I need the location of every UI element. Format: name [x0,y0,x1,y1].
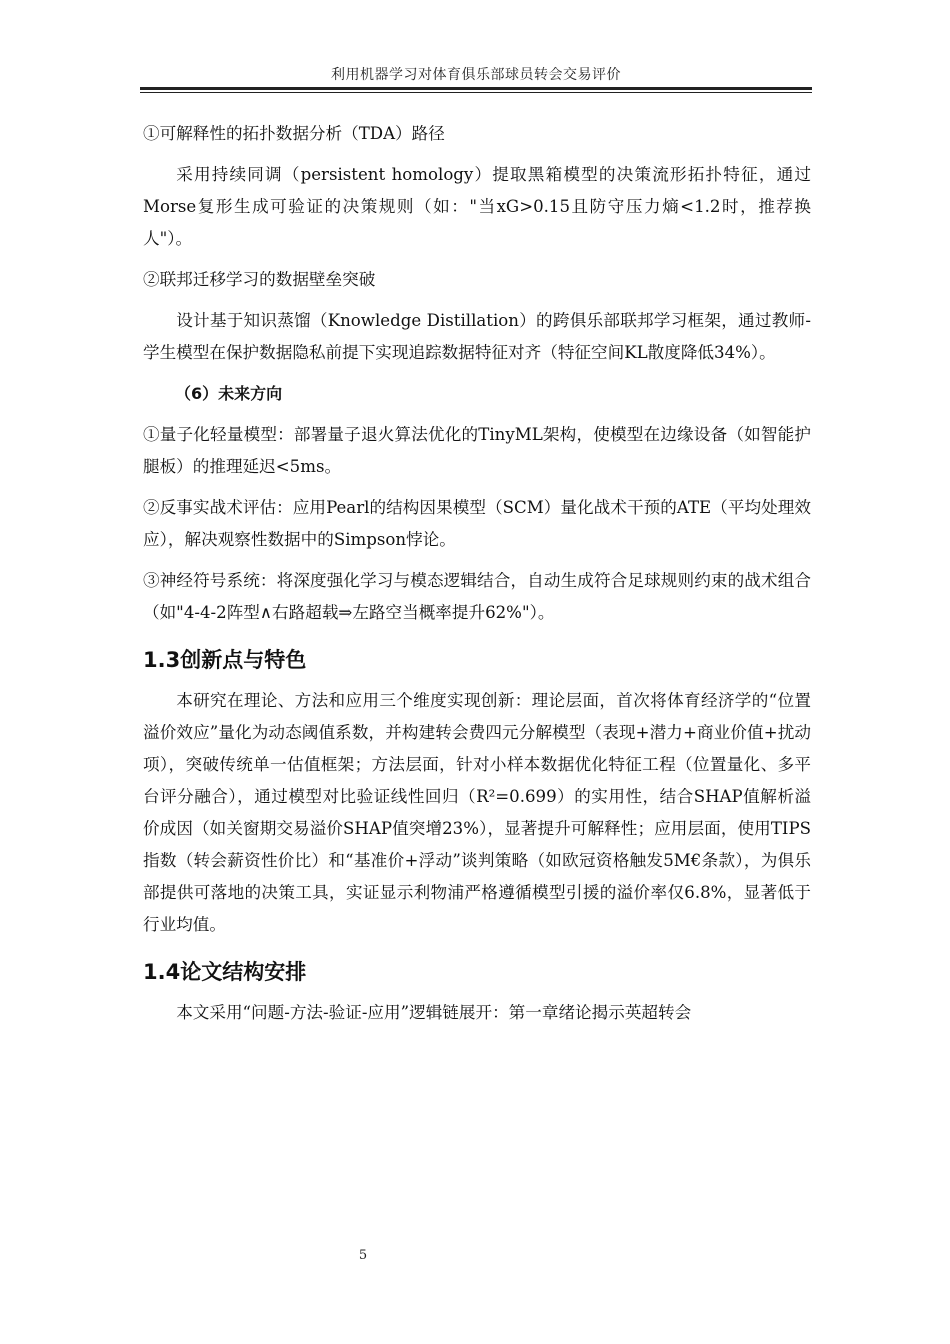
structure-paragraph: 本文采用“问题-方法-验证-应用”逻辑链展开：第一章绪论揭示英超转会 [176,1003,692,1022]
tda-heading: ①可解释性的拓扑数据分析（TDA）路径 [143,124,445,143]
header-rule-thin [140,92,812,93]
page-content [143,118,811,1029]
section-heading-1-3: 1.3创新点与特色 [143,648,307,672]
innovation-paragraph: 本研究在理论、方法和应用三个维度实现创新：理论层面，首次将体育经济学的“位置溢价效应”量化为动态阈值系数，并构建转会费四元分解模型（表现+潜力+商业价值+扰动项），突破传统单一估值框架；方法层面，针对小样本数据优化特征工程（位置量化、多平台评分融合），通过模型对比验证线性回归（R²=0.699）的实用性，结合SHAP值解析溢价成因（如关窗期交易溢价SHAP值突增23%），显著提升可解释性；应用层面，使用TIPS指数（转会薪资性价比）和“基准价+浮动”谈判策略（如欧冠资格触发5M€条款），为俱乐部提供可落地的决策工具，实证显示利物浦严格遵循模型引援的溢价率仅6.8%，显著低于行业均值。 [143,691,811,934]
header-rule-thick [140,87,812,90]
future-item-quantum: ①量子化轻量模型：部署量子退火算法优化的TinyML架构，使模型在边缘设备（如智能护腿板）的推理延迟<5ms。 [143,425,811,476]
future-item-neurosymbolic: ③神经符号系统：将深度强化学习与模态逻辑结合，自动生成符合足球规则约束的战术组合（如"4-4-2阵型∧右路超载⇒左路空当概率提升62%"）。 [143,571,811,622]
future-directions-heading: （6）未来方向 [175,384,283,403]
page-number: 5 [358,1248,368,1263]
section-heading-1-4: 1.4论文结构安排 [143,960,307,984]
running-header: 利用机器学习对体育俱乐部球员转会交易评价 [331,67,621,83]
federated-paragraph: 设计基于知识蒸馏（Knowledge Distillation）的跨俱乐部联邦学习框架，通过教师-学生模型在保护数据隐私前提下实现追踪数据特征对齐（特征空间KL散度降低34%）。 [143,311,811,362]
future-item-counterfactual: ②反事实战术评估：应用Pearl的结构因果模型（SCM）量化战术干预的ATE（平均处理效应），解决观察性数据中的Simpson悖论。 [143,498,811,549]
page-number-footer [0,1248,950,1263]
federated-heading: ②联邦迁移学习的数据壁垒突破 [143,270,376,289]
tda-paragraph: 采用持续同调（persistent homology）提取黑箱模型的决策流形拓扑特征，通过Morse复形生成可验证的决策规则（如："当xG>0.15且防守压力熵<1.2时，推荐换人"）。 [143,165,811,248]
